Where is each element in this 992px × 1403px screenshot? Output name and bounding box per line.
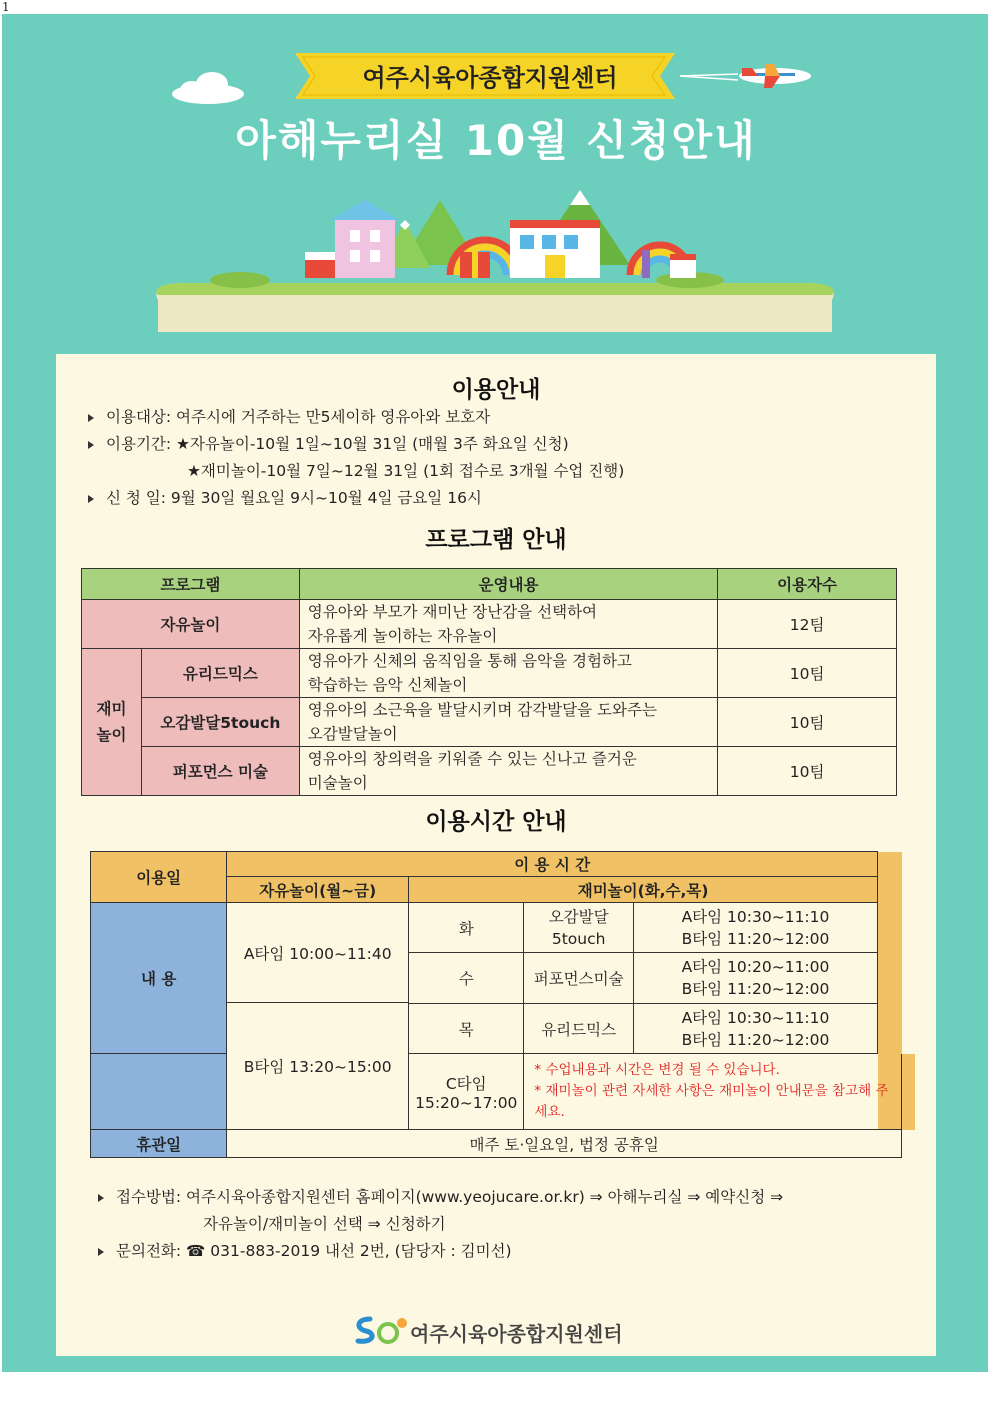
free-time-c: C타임 15:20~17:00 [409, 1054, 524, 1130]
free-time-b: B타임 13:20~15:00 [227, 1003, 409, 1130]
schedule-notes: * 수업내용과 시간은 변경 될 수 있습니다. * 재미놀이 관련 자세한 사항은 재미놀이 안내문을 참고해 주세요. [524, 1054, 902, 1130]
cloud-icon [168, 70, 248, 106]
closed-label: 휴관일 [91, 1130, 227, 1158]
apply-method-1: 접수방법: 여주시육아종합지원센터 홈페이지(www.yeojucare.or.kr) ⇒ 아해누리실 ⇒ 예약신청 ⇒ [98, 1185, 783, 1207]
usage-period-2: ★재미놀이-10월 7일~12월 31일 (1회 접수로 3개월 수업 진행) [187, 462, 625, 480]
program-desc: 영유아와 부모가 재미난 장난감을 선택하여 자유롭게 놀이하는 자유놀이 [299, 600, 717, 649]
org-logo-icon [350, 1313, 408, 1347]
fun-times: A타임 10:20~11:00 B타임 11:20~12:00 [633, 953, 877, 1004]
row-content-label: 내 용 [91, 903, 227, 1054]
header-fun-play: 재미놀이(화,수,목) [409, 877, 878, 903]
table-row [82, 600, 897, 649]
header-free-play: 자유놀이(월~금) [227, 877, 409, 903]
program-name: 유리드믹스 [141, 649, 299, 698]
schedule-side-strip-end [902, 1054, 915, 1130]
program-header-row [82, 569, 897, 600]
fun-day: 화 [409, 903, 524, 953]
table-row [91, 903, 915, 953]
usage-period-1: 이용기간: ★자유놀이-10월 1일~10월 31일 (매월 3주 화요일 신청) [88, 432, 569, 454]
fun-day: 목 [409, 1004, 524, 1054]
contact-phone: 문의전화: ☎ 031-883-2019 내선 2번, (담당자 : 김미선) [98, 1239, 512, 1261]
fun-program: 오감발달 5touch [524, 903, 633, 953]
program-table [81, 568, 897, 796]
page-title: 아해누리실 10월 신청안내 [235, 116, 757, 165]
table-row [91, 1130, 915, 1158]
header-count: 이용자수 [718, 569, 897, 600]
table-row [82, 698, 897, 747]
row-content-label-cont [91, 1054, 227, 1130]
table-row [82, 649, 897, 698]
usage-heading: 이용안내 [451, 377, 541, 403]
closed-value: 매주 토·일요일, 법정 공휴일 [227, 1130, 902, 1158]
program-name: 퍼포먼스 미술 [141, 747, 299, 796]
usage-apply-date: 신 청 일: 9월 30일 월요일 9시~10월 4일 금요일 16시 [88, 486, 482, 508]
header-day: 이용일 [91, 852, 227, 903]
apply-method-2: 자유놀이/재미놀이 선택 ⇒ 신청하기 [203, 1215, 446, 1233]
header-time: 이 용 시 간 [227, 852, 878, 877]
page-number: 1 [2, 0, 10, 14]
table-row [91, 1054, 915, 1130]
org-banner-text: 여주시육아종합지원센터 [362, 64, 618, 92]
header-content: 운영내용 [299, 569, 717, 600]
program-count: 10팀 [718, 649, 897, 698]
header-program: 프로그램 [82, 569, 300, 600]
town-illustration-icon [150, 180, 840, 340]
program-name: 자유놀이 [82, 600, 300, 649]
table-row [82, 747, 897, 796]
program-name: 오감발달5touch [141, 698, 299, 747]
program-desc: 영유아가 신체의 움직임을 통해 음악을 경험하고 학습하는 음악 신체놀이 [299, 649, 717, 698]
program-count: 10팀 [718, 747, 897, 796]
fun-day: 수 [409, 953, 524, 1004]
program-count: 10팀 [718, 698, 897, 747]
airplane-icon [680, 56, 820, 96]
fun-times: A타임 10:30~11:10 B타임 11:20~12:00 [633, 903, 877, 953]
footer-org-name: 여주시육아종합지원센터 [410, 1322, 623, 1346]
fun-program: 유리드믹스 [524, 1004, 633, 1054]
program-heading: 프로그램 안내 [425, 527, 567, 553]
program-desc: 영유아의 창의력을 키워줄 수 있는 신나고 즐거운 미술놀이 [299, 747, 717, 796]
schedule-table [90, 851, 915, 1158]
program-group-label: 재미 놀이 [82, 649, 142, 796]
schedule-header-row [91, 852, 915, 877]
fun-program: 퍼포먼스미술 [524, 953, 633, 1004]
schedule-heading: 이용시간 안내 [425, 809, 567, 835]
fun-times: A타임 10:30~11:10 B타임 11:20~12:00 [633, 1004, 877, 1054]
program-count: 12팀 [718, 600, 897, 649]
free-time-a: A타임 10:00~11:40 [227, 903, 409, 1003]
program-desc: 영유아의 소근육을 발달시키며 감각발달을 도와주는 오감발달놀이 [299, 698, 717, 747]
usage-target: 이용대상: 여주시에 거주하는 만5세이하 영유아와 보호자 [88, 405, 490, 427]
